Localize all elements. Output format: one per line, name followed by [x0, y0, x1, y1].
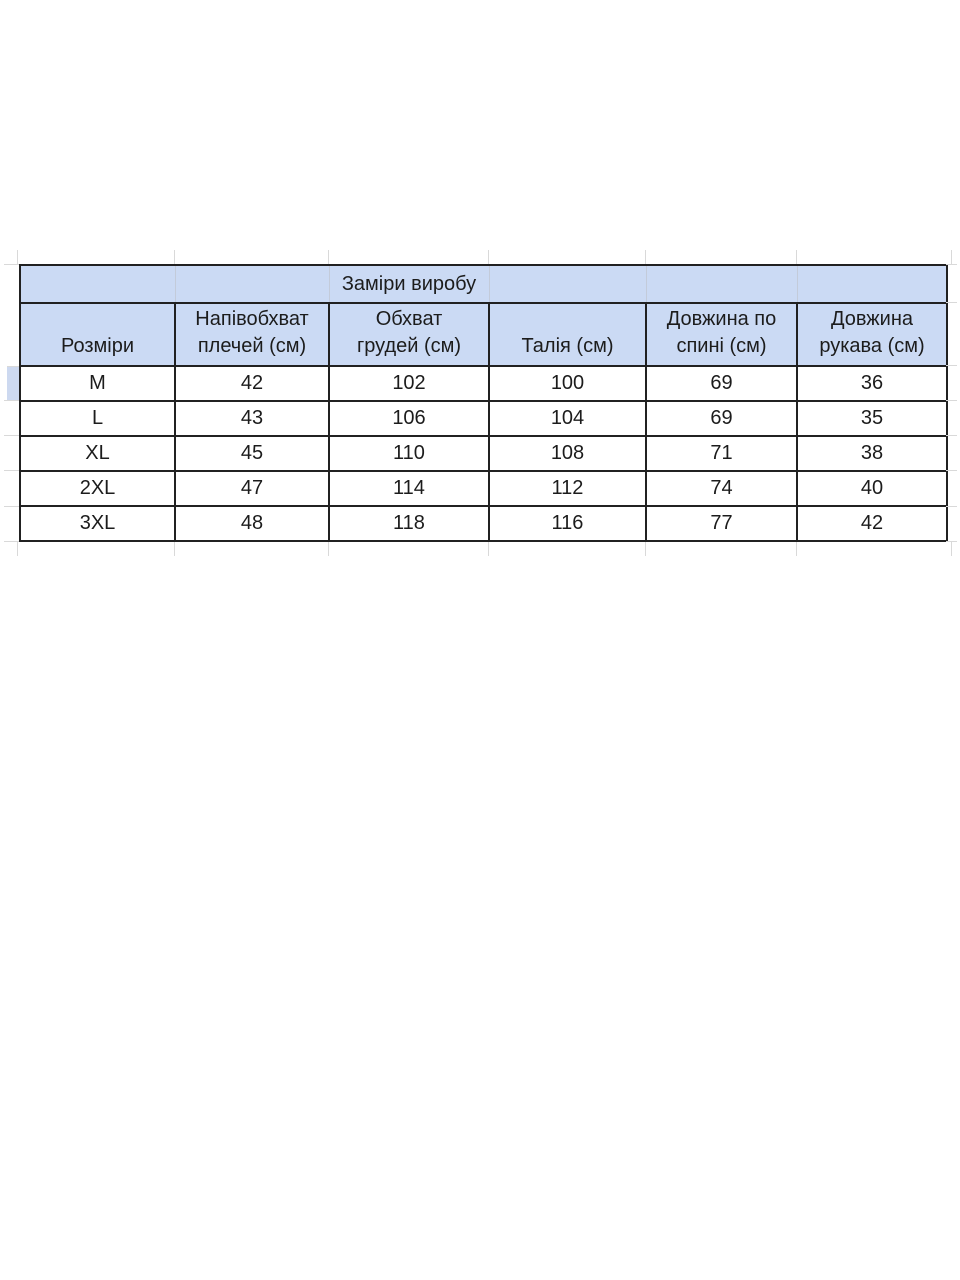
value-cell-back-length: 69	[646, 366, 797, 401]
title-empty-cell	[797, 265, 947, 303]
gridline-stub	[946, 506, 957, 507]
column-header-chest	[329, 303, 489, 366]
gridline-stub	[951, 250, 952, 264]
header-line: Довжина	[830, 308, 913, 330]
size-chart-body	[20, 265, 947, 541]
value-cell-sleeve-length: 42	[797, 506, 947, 541]
column-header-back-length	[646, 303, 797, 366]
gridline-stub	[645, 250, 646, 264]
gridline-stub	[488, 250, 489, 264]
table-row-M	[20, 366, 947, 401]
gridline-stub	[796, 542, 797, 556]
value-cell-half-shoulder: 48	[175, 506, 329, 541]
value-cell-back-length: 74	[646, 471, 797, 506]
gridline-stub	[174, 542, 175, 556]
gridline-stub	[328, 542, 329, 556]
value-cell-half-shoulder: 47	[175, 471, 329, 506]
header-line: Обхват	[375, 308, 443, 330]
gridline-stub	[796, 250, 797, 264]
gridline-stub	[951, 542, 952, 556]
gridline-stub	[328, 250, 329, 264]
value-cell-waist: 108	[489, 436, 646, 471]
gridline-stub	[946, 470, 957, 471]
header-line: Довжина по	[666, 308, 777, 330]
value-cell-chest: 110	[329, 436, 489, 471]
title-empty-cell	[20, 265, 175, 303]
value-cell-back-length: 77	[646, 506, 797, 541]
gridline-stub	[946, 302, 957, 303]
gridline-stub	[4, 264, 19, 265]
value-cell-chest: 118	[329, 506, 489, 541]
value-cell-half-shoulder: 42	[175, 366, 329, 401]
value-cell-chest: 102	[329, 366, 489, 401]
value-cell-sleeve-length: 38	[797, 436, 947, 471]
title-empty-cell	[489, 265, 646, 303]
header-line: Розміри	[60, 335, 135, 357]
gridline-stub	[4, 470, 19, 471]
value-cell-sleeve-length: 40	[797, 471, 947, 506]
column-header-waist	[489, 303, 646, 366]
value-cell-waist: 100	[489, 366, 646, 401]
value-cell-chest: 106	[329, 401, 489, 436]
title-empty-cell	[175, 265, 329, 303]
table-row-3XL	[20, 506, 947, 541]
table-row-2XL	[20, 471, 947, 506]
gridline-stub	[488, 542, 489, 556]
size-cell: 2XL	[20, 471, 175, 506]
header-line: грудей (см)	[356, 335, 462, 357]
header-line: плечей (см)	[197, 335, 307, 357]
gridline-stub	[4, 435, 19, 436]
column-header-sleeve-length	[797, 303, 947, 366]
gridline-stub	[4, 541, 19, 542]
size-cell: 3XL	[20, 506, 175, 541]
gridline-stub	[946, 264, 957, 265]
size-cell: M	[20, 366, 175, 401]
gridline-stub	[4, 506, 19, 507]
value-cell-waist: 104	[489, 401, 646, 436]
column-header-size	[20, 303, 175, 366]
table-title: Заміри виробу	[329, 265, 489, 303]
gridline-stub	[17, 250, 18, 264]
value-cell-sleeve-length: 36	[797, 366, 947, 401]
value-cell-half-shoulder: 43	[175, 401, 329, 436]
header-line: рукава (см)	[819, 335, 925, 357]
header-line: спині (см)	[676, 335, 767, 357]
size-cell: XL	[20, 436, 175, 471]
title-empty-cell	[646, 265, 797, 303]
size-cell: L	[20, 401, 175, 436]
gridline-stub	[645, 542, 646, 556]
gridline-stub	[946, 365, 957, 366]
gridline-stub	[174, 250, 175, 264]
column-header-half-shoulder	[175, 303, 329, 366]
value-cell-sleeve-length: 35	[797, 401, 947, 436]
value-cell-back-length: 71	[646, 436, 797, 471]
table-row-L	[20, 401, 947, 436]
header-line: Напівобхват	[195, 308, 309, 330]
value-cell-waist: 112	[489, 471, 646, 506]
adjacent-cell-highlight	[7, 366, 19, 401]
table-row-XL	[20, 436, 947, 471]
size-chart-table	[19, 264, 948, 542]
gridline-stub	[946, 541, 957, 542]
value-cell-waist: 116	[489, 506, 646, 541]
table-title-row	[20, 265, 947, 303]
gridline-stub	[17, 542, 18, 556]
column-header-row	[20, 303, 947, 366]
value-cell-half-shoulder: 45	[175, 436, 329, 471]
gridline-stub	[4, 400, 19, 401]
value-cell-back-length: 69	[646, 401, 797, 436]
gridline-stub	[946, 400, 957, 401]
gridline-stub	[946, 435, 957, 436]
value-cell-chest: 114	[329, 471, 489, 506]
header-line: Талія (см)	[521, 335, 614, 357]
